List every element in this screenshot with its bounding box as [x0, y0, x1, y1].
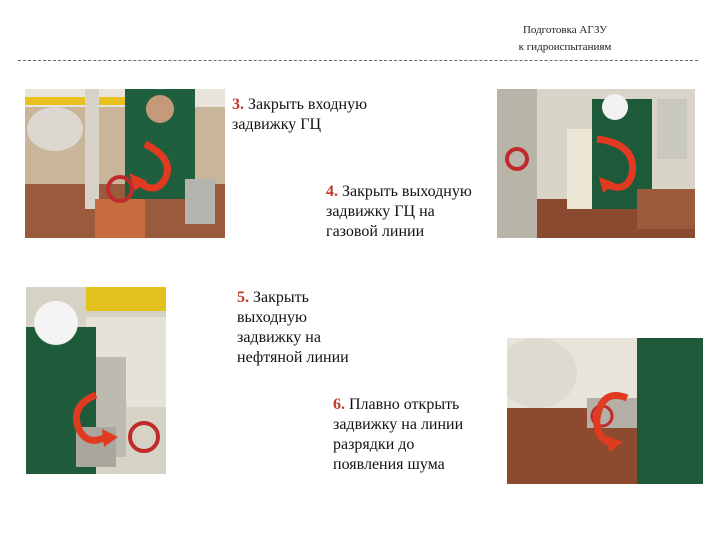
step-4-number: 4.: [326, 183, 338, 200]
step-5-line-4: нефтяной линии: [237, 349, 349, 366]
step-4-line-3: газовой линии: [326, 223, 425, 240]
photo-step-6: [507, 338, 703, 484]
header: [480, 22, 650, 56]
step-6-number: 6.: [333, 396, 345, 413]
photo-step-5: [26, 287, 166, 474]
step-3-text: [232, 95, 367, 135]
step-6-line-3: разрядки до: [333, 436, 415, 453]
step-3-line-1: Закрыть входную: [248, 96, 368, 113]
step-6-line-4: появления шума: [333, 456, 445, 473]
header-divider: [18, 60, 698, 61]
step-5-line-3: задвижку на: [237, 329, 321, 346]
step-6-line-1: Плавно открыть: [349, 396, 460, 413]
photo-step-4: [497, 89, 695, 238]
header-line-1: Подготовка АГЗУ: [522, 24, 608, 36]
step-3-line-2: задвижку ГЦ: [232, 116, 322, 133]
step-5-text: [237, 288, 349, 368]
photo-step-3: [25, 89, 225, 238]
header-line-2: к гидроиспытаниям: [518, 41, 612, 53]
step-6-text: [333, 395, 463, 475]
step-5-number: 5.: [237, 289, 249, 306]
step-5-line-1: Закрыть: [253, 289, 309, 306]
step-4-line-1: Закрыть выходную: [342, 183, 472, 200]
step-4-text: [326, 182, 472, 242]
step-4-line-2: задвижку ГЦ на: [326, 203, 435, 220]
step-5-line-2: выходную: [237, 309, 307, 326]
step-3-number: 3.: [232, 96, 244, 113]
step-6-line-2: задвижку на линии: [333, 416, 464, 433]
